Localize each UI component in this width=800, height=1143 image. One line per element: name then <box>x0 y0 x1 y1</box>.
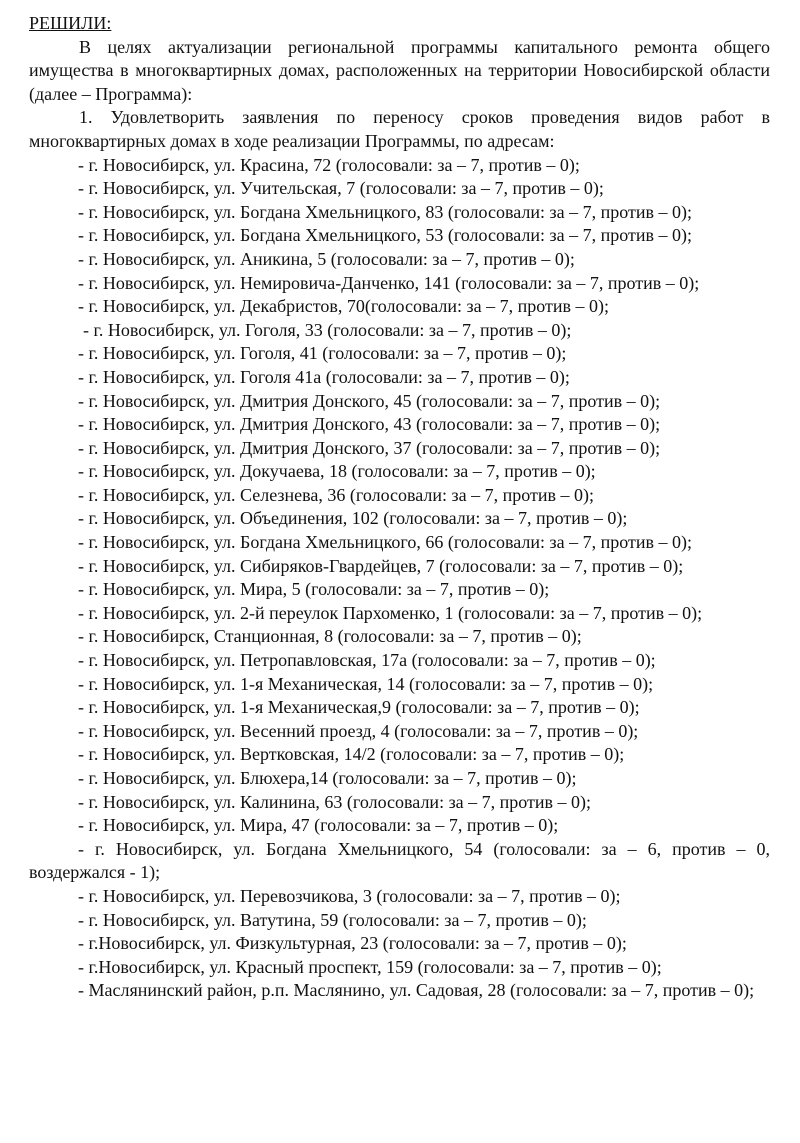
list-item: - г. Новосибирск, ул. Дмитрия Донского, 43 (голосовали: за – 7, против – 0); <box>78 414 661 435</box>
list-item: - г. Новосибирск, ул. Ватутина, 59 (голосовали: за – 7, против – 0); <box>78 909 587 930</box>
list-item: - г. Новосибирск, ул. Учительская, 7 (голосовали: за – 7, против – 0); <box>78 178 604 199</box>
list-item: - г. Новосибирск, ул. Красина, 72 (голосовали: за – 7, против – 0); <box>78 154 580 175</box>
list-item: - г. Новосибирск, ул. 1-я Механическая, 14 (голосовали: за – 7, против – 0); <box>78 673 654 694</box>
intro-paragraph: В целях актуализации региональной программы капитального ремонта общего имущества в многоквартирных домах, расположенных на территории Новосибирской области (далее – Программа): <box>29 36 770 104</box>
list-item: - г. Новосибирск, ул. Богдана Хмельницкого, 53 (голосовали: за – 7, против – 0); <box>78 225 692 246</box>
list-item: - г. Новосибирск, ул. Богдана Хмельницкого, 83 (голосовали: за – 7, против – 0); <box>78 201 692 222</box>
section-heading: РЕШИЛИ: <box>29 13 112 33</box>
list-item: - г. Новосибирск, ул. Вертковская, 14/2 (голосовали: за – 7, против – 0); <box>78 744 625 765</box>
list-item: - г. Новосибирск, ул. Декабристов, 70(голосовали: за – 7, против – 0); <box>78 296 609 317</box>
list-item: - г. Новосибирск, ул. Мира, 47 (голосовали: за – 7, против – 0); <box>78 815 559 836</box>
list-item: - г. Новосибирск, ул. Мира, 5 (голосовали: за – 7, против – 0); <box>78 579 550 600</box>
list-item: - г. Новосибирск, ул. Сибиряков-Гвардейцев, 7 (голосовали: за – 7, против – 0); <box>78 555 684 576</box>
list-item: - г. Новосибирск, ул. Весенний проезд, 4 (голосовали: за – 7, против – 0); <box>78 720 639 741</box>
list-item: - г. Новосибирск, Станционная, 8 (голосовали: за – 7, против – 0); <box>78 626 582 647</box>
list-item: - г. Новосибирск, ул. Богдана Хмельницкого, 54 (голосовали: за – 6, против – 0, воздержался - 1); <box>29 838 770 883</box>
list-item: - г. Новосибирск, ул. Блюхера,14 (голосовали: за – 7, против – 0); <box>78 768 577 788</box>
list-item: - г.Новосибирск, ул. Красный проспект, 159 (голосовали: за – 7, против – 0); <box>78 956 662 977</box>
list-item: - г. Новосибирск, ул. Объединения, 102 (голосовали: за – 7, против – 0); <box>78 508 628 529</box>
list-item: - г. Новосибирск, ул. Гоголя, 41 (голосовали: за – 7, против – 0); <box>78 343 567 364</box>
point-1-paragraph: 1. Удовлетворить заявления по переносу сроков проведения видов работ в многоквартирных домах в ходе реализации Программы, по адресам: <box>29 107 770 151</box>
address-list <box>29 154 770 1003</box>
list-item: - г. Новосибирск, ул. Докучаева, 18 (голосовали: за – 7, против – 0); <box>78 461 596 482</box>
list-item: - г. Новосибирск, ул. Перевозчикова, 3 (голосовали: за – 7, против – 0); <box>78 885 621 906</box>
list-item: - г. Новосибирск, ул. Петропавловская, 17а (голосовали: за – 7, против – 0); <box>78 650 656 671</box>
list-item: - г.Новосибирск, ул. Физкультурная, 23 (голосовали: за – 7, против – 0); <box>78 933 627 954</box>
list-item: - г. Новосибирск, ул. Гоголя, 33 (голосовали: за – 7, против – 0); <box>83 319 572 340</box>
list-item: - г. Новосибирск, ул. Гоголя 41а (голосовали: за – 7, против – 0); <box>78 366 570 387</box>
list-item: - г. Новосибирск, ул. Немировича-Данченко, 141 (голосовали: за – 7, против – 0); <box>78 272 700 293</box>
list-item: - г. Новосибирск, ул. Селезнева, 36 (голосовали: за – 7, против – 0); <box>78 484 595 505</box>
list-item: - г. Новосибирск, ул. 2-й переулок Пархоменко, 1 (голосовали: за – 7, против – 0); <box>78 602 703 623</box>
list-item: - г. Новосибирск, ул. Аникина, 5 (голосовали: за – 7, против – 0); <box>78 248 575 269</box>
list-item: - г. Новосибирск, ул. 1-я Механическая,9 (голосовали: за – 7, против – 0); <box>78 697 640 718</box>
list-item: - г. Новосибирск, ул. Богдана Хмельницкого, 66 (голосовали: за – 7, против – 0); <box>78 532 692 553</box>
list-item: - г. Новосибирск, ул. Дмитрия Донского, 45 (голосовали: за – 7, против – 0); <box>78 390 661 411</box>
list-item: - г. Новосибирск, ул. Дмитрия Донского, 37 (голосовали: за – 7, против – 0); <box>78 437 661 458</box>
list-item: - Маслянинский район, р.п. Маслянино, ул. Садовая, 28 (голосовали: за – 7, против – 0); <box>78 980 755 1001</box>
list-item: - г. Новосибирск, ул. Калинина, 63 (голосовали: за – 7, против – 0); <box>78 791 592 812</box>
